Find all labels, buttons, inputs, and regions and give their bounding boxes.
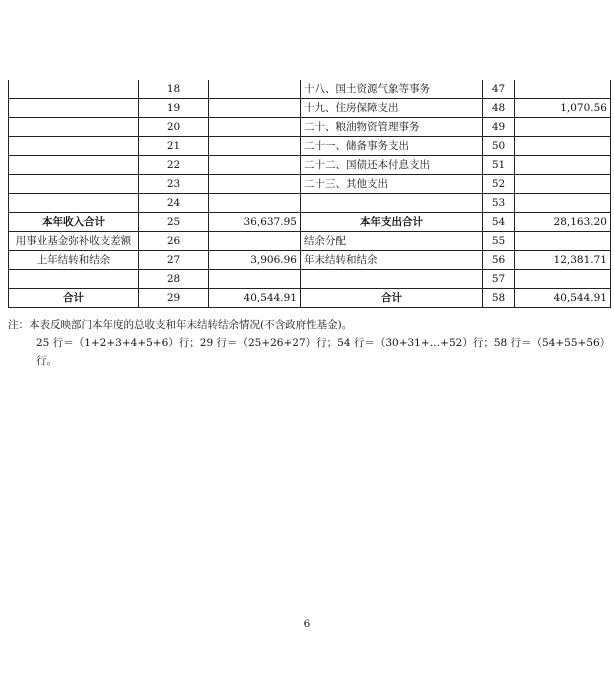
income-label [9, 99, 139, 118]
page-number: 6 [303, 618, 311, 630]
expense-line-no: 51 [483, 156, 515, 175]
income-label [9, 137, 139, 156]
income-line-no: 22 [139, 156, 209, 175]
income-amount: 36,637.95 [209, 213, 301, 232]
table-notes [8, 316, 614, 370]
income-line-no: 21 [139, 137, 209, 156]
expense-line-no: 47 [483, 80, 515, 99]
expense-amount [515, 270, 611, 289]
table-row [9, 232, 611, 251]
table-row [9, 137, 611, 156]
income-amount [209, 194, 301, 213]
income-amount [209, 99, 301, 118]
expense-label: 二十三、其他支出 [301, 175, 483, 194]
income-amount [209, 270, 301, 289]
expense-amount: 40,544.91 [515, 289, 611, 308]
expense-amount [515, 175, 611, 194]
income-amount [209, 156, 301, 175]
expense-amount [515, 80, 611, 99]
summary-table [8, 80, 611, 308]
expense-label [301, 270, 483, 289]
expense-line-no: 50 [483, 137, 515, 156]
expense-line-no: 48 [483, 99, 515, 118]
expense-label: 二十、粮油物资管理事务 [301, 118, 483, 137]
income-amount [209, 175, 301, 194]
table-row-total-current-year [9, 213, 611, 232]
expense-amount [515, 137, 611, 156]
expense-label: 结余分配 [301, 232, 483, 251]
expense-amount [515, 156, 611, 175]
expense-line-no: 57 [483, 270, 515, 289]
expense-label: 年末结转和结余 [301, 251, 483, 270]
expense-amount: 28,163.20 [515, 213, 611, 232]
income-line-no: 18 [139, 80, 209, 99]
expense-label: 二十二、国债还本付息支出 [301, 156, 483, 175]
income-amount: 40,544.91 [209, 289, 301, 308]
income-line-no: 27 [139, 251, 209, 270]
table-row [9, 99, 611, 118]
expense-label: 合计 [301, 289, 483, 308]
income-label [9, 80, 139, 99]
expense-line-no: 58 [483, 289, 515, 308]
expense-line-no: 49 [483, 118, 515, 137]
expense-line-no: 55 [483, 232, 515, 251]
income-amount [209, 118, 301, 137]
income-label: 本年收入合计 [9, 213, 139, 232]
income-label [9, 118, 139, 137]
income-amount [209, 137, 301, 156]
income-line-no: 20 [139, 118, 209, 137]
expense-amount [515, 232, 611, 251]
income-label: 合计 [9, 289, 139, 308]
expense-amount [515, 118, 611, 137]
expense-label: 十八、国土资源气象等事务 [301, 80, 483, 99]
table-row [9, 80, 611, 99]
income-label [9, 194, 139, 213]
table-row [9, 156, 611, 175]
expense-amount: 12,381.71 [515, 251, 611, 270]
expense-line-no: 52 [483, 175, 515, 194]
income-line-no: 28 [139, 270, 209, 289]
expense-label: 二十一、储备事务支出 [301, 137, 483, 156]
note-description: 注：本表反映部门本年度的总收支和年末结转结余情况(不含政府性基金)。 [8, 319, 353, 331]
income-line-no: 19 [139, 99, 209, 118]
income-amount: 3,906.96 [209, 251, 301, 270]
income-line-no: 29 [139, 289, 209, 308]
expense-label: 本年支出合计 [301, 213, 483, 232]
income-line-no: 23 [139, 175, 209, 194]
table-row [9, 194, 611, 213]
expense-line-no: 53 [483, 194, 515, 213]
table-row [9, 118, 611, 137]
expense-line-no: 56 [483, 251, 515, 270]
expense-label [301, 194, 483, 213]
expense-line-no: 54 [483, 213, 515, 232]
income-amount [209, 232, 301, 251]
income-expenditure-table [8, 80, 611, 308]
expense-amount: 1,070.56 [515, 99, 611, 118]
income-line-no: 24 [139, 194, 209, 213]
note-formula: 25 行＝（1+2+3+4+5+6）行；29 行＝（25+26+27）行；54 行＝（30+31+…+52）行；58 行＝（54+55+56）行。 [36, 337, 611, 367]
income-label: 用事业基金弥补收支差额 [9, 232, 139, 251]
table-row [9, 270, 611, 289]
income-label [9, 270, 139, 289]
income-label [9, 175, 139, 194]
table-row-grand-total [9, 289, 611, 308]
table-row [9, 251, 611, 270]
income-line-no: 25 [139, 213, 209, 232]
income-amount [209, 80, 301, 99]
expense-label: 十九、住房保障支出 [301, 99, 483, 118]
expense-amount [515, 194, 611, 213]
income-line-no: 26 [139, 232, 209, 251]
table-row [9, 175, 611, 194]
income-label [9, 156, 139, 175]
income-label: 上年结转和结余 [9, 251, 139, 270]
